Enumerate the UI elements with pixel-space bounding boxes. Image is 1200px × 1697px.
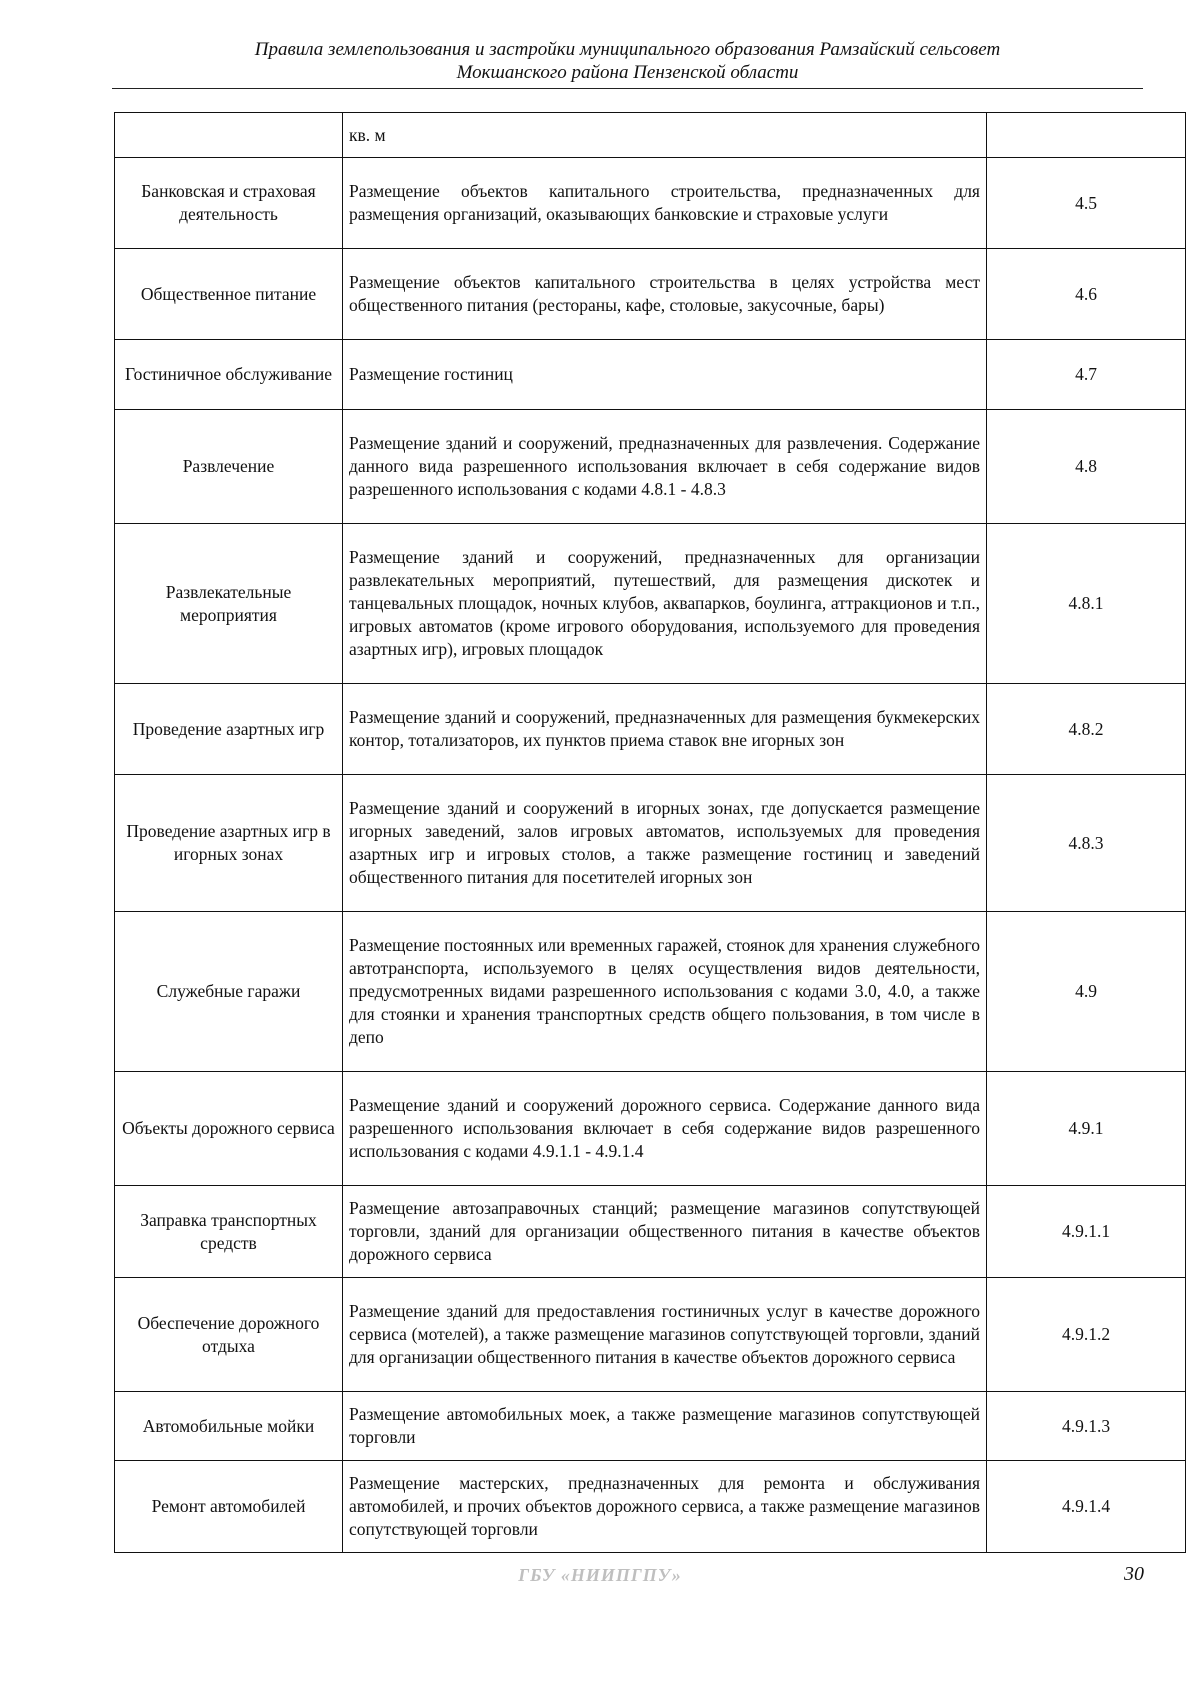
- table-row: [115, 1461, 1186, 1553]
- use-description-cell: Размещение зданий и сооружений дорожного сервиса. Содержание данного вида разрешенного использования включает в себя содержание видов разрешенного использования с кодами 4.9.1.1 - 4.9.1.4: [343, 1072, 987, 1186]
- table-row: [115, 113, 1186, 158]
- land-use-table: [114, 112, 1186, 1553]
- use-name-cell: Заправка транспортных средств: [115, 1186, 343, 1278]
- use-code-cell: [987, 113, 1186, 158]
- use-code-cell: 4.8.2: [987, 684, 1186, 775]
- use-description-cell: Размещение объектов капитального строительства в целях устройства мест общественного питания (рестораны, кафе, столовые, закусочные, бары): [343, 249, 987, 340]
- use-description-cell: Размещение объектов капитального строительства, предназначенных для размещения организаций, оказывающих банковские и страховые услуги: [343, 158, 987, 249]
- table-row: [115, 524, 1186, 684]
- use-description-cell: Размещение зданий и сооружений, предназначенных для организации развлекательных мероприятий, путешествий, для размещения дискотек и танцевальных площадок, ночных клубов, аквапарков, боулинга, аттракционов и т.п., игровых автоматов (кроме игрового оборудования, используемого для проведения азартных игр), игровых площадок: [343, 524, 987, 684]
- use-name-cell: Служебные гаражи: [115, 912, 343, 1072]
- use-name-cell: Развлекательные мероприятия: [115, 524, 343, 684]
- table-row: [115, 158, 1186, 249]
- use-code-cell: 4.9.1.3: [987, 1392, 1186, 1461]
- use-code-cell: 4.5: [987, 158, 1186, 249]
- use-name-cell: [115, 113, 343, 158]
- use-name-cell: Объекты дорожного сервиса: [115, 1072, 343, 1186]
- table-row: [115, 340, 1186, 410]
- use-code-cell: 4.6: [987, 249, 1186, 340]
- use-name-cell: Банковская и страховая деятельность: [115, 158, 343, 249]
- use-name-cell: Автомобильные мойки: [115, 1392, 343, 1461]
- table-row: [115, 249, 1186, 340]
- use-description-cell: Размещение автомобильных моек, а также размещение магазинов сопутствующей торговли: [343, 1392, 987, 1461]
- use-description-cell: Размещение зданий и сооружений, предназначенных для размещения букмекерских контор, тотализаторов, их пунктов приема ставок вне игорных зон: [343, 684, 987, 775]
- use-code-cell: 4.9.1.4: [987, 1461, 1186, 1553]
- use-description-cell: Размещение гостиниц: [343, 340, 987, 410]
- table-row: [115, 912, 1186, 1072]
- footer-organization: ГБУ «НИИПГПУ»: [518, 1565, 682, 1585]
- use-description-cell: Размещение мастерских, предназначенных для ремонта и обслуживания автомобилей, и прочих объектов дорожного сервиса, а также размещение магазинов сопутствующей торговли: [343, 1461, 987, 1553]
- use-code-cell: 4.7: [987, 340, 1186, 410]
- use-code-cell: 4.9: [987, 912, 1186, 1072]
- table-row: [115, 1278, 1186, 1392]
- use-code-cell: 4.8: [987, 410, 1186, 524]
- use-description-cell: Размещение постоянных или временных гаражей, стоянок для хранения служебного автотранспорта, используемого в целях осуществления видов деятельности, предусмотренных видами разрешенного использования с кодами 3.0, 4.0, а также для стоянки и хранения транспортных средств общего пользования, в том числе в депо: [343, 912, 987, 1072]
- use-name-cell: Развлечение: [115, 410, 343, 524]
- use-description-cell: Размещение зданий для предоставления гостиничных услуг в качестве дорожного сервиса (мотелей), а также размещение магазинов сопутствующей торговли, зданий для организации общественного питания в качестве объектов дорожного сервиса: [343, 1278, 987, 1392]
- use-code-cell: 4.9.1.1: [987, 1186, 1186, 1278]
- table-row: [115, 410, 1186, 524]
- use-description-cell: Размещение автозаправочных станций; размещение магазинов сопутствующей торговли, зданий для организации общественного питания в качестве объектов дорожного сервиса: [343, 1186, 987, 1278]
- use-description-cell: Размещение зданий и сооружений, предназначенных для развлечения. Содержание данного вида разрешенного использования включает в себя содержание видов разрешенного использования с кодами 4.8.1 - 4.8.3: [343, 410, 987, 524]
- use-code-cell: 4.9.1.2: [987, 1278, 1186, 1392]
- use-description-cell: кв. м: [343, 113, 987, 158]
- table-row: [115, 775, 1186, 912]
- table-row: [115, 1392, 1186, 1461]
- page-header: [112, 38, 1143, 84]
- use-name-cell: Гостиничное обслуживание: [115, 340, 343, 410]
- table-row: [115, 1186, 1186, 1278]
- page-number: 30: [1124, 1563, 1144, 1585]
- table-body: [115, 113, 1186, 1553]
- use-name-cell: Ремонт автомобилей: [115, 1461, 343, 1553]
- use-name-cell: Обеспечение дорожного отдыха: [115, 1278, 343, 1392]
- use-code-cell: 4.8.1: [987, 524, 1186, 684]
- use-code-cell: 4.8.3: [987, 775, 1186, 912]
- use-name-cell: Проведение азартных игр: [115, 684, 343, 775]
- use-name-cell: Проведение азартных игр в игорных зонах: [115, 775, 343, 912]
- use-name-cell: Общественное питание: [115, 249, 343, 340]
- use-description-cell: Размещение зданий и сооружений в игорных зонах, где допускается размещение игорных заведений, залов игровых автоматов, используемых для проведения азартных игр и игровых столов, а также размещение гостиниц и заведений общественного питания для посетителей игорных зон: [343, 775, 987, 912]
- header-line-1: Правила землепользования и застройки муниципального образования Рамзайский сельсовет: [254, 39, 1001, 60]
- use-code-cell: 4.9.1: [987, 1072, 1186, 1186]
- header-line-2: Мокшанского района Пензенской области: [456, 62, 799, 83]
- table-row: [115, 684, 1186, 775]
- table-row: [115, 1072, 1186, 1186]
- header-divider: [112, 88, 1143, 89]
